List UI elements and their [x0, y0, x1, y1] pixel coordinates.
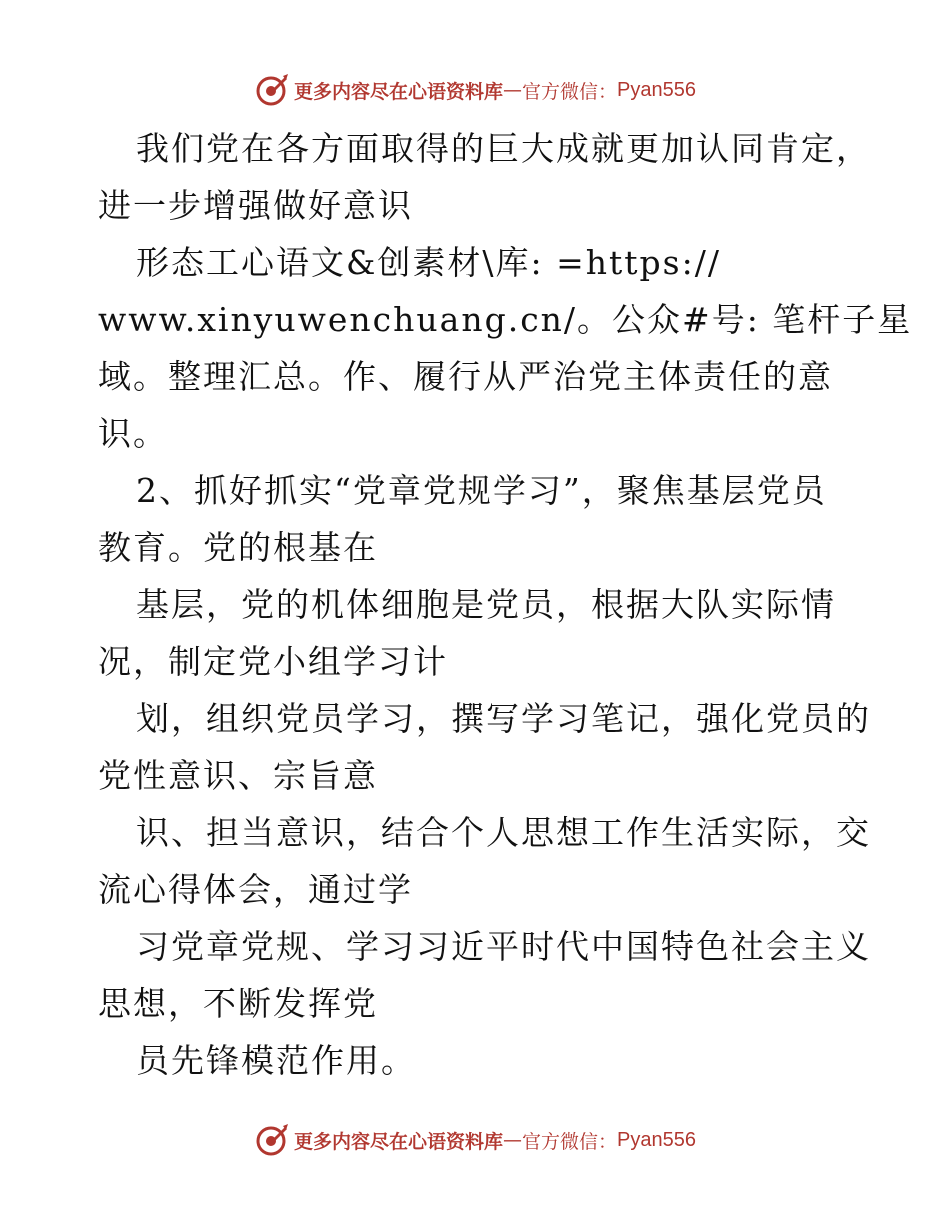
document-body	[98, 120, 913, 1089]
text-line: www.xinyuwenchuang.cn/。公众#号: 笔杆子星	[98, 300, 913, 339]
wechat-label: 官方微信：	[522, 1130, 618, 1153]
text-line: 况，制定党小组学习计	[98, 642, 448, 681]
wechat-id: Pyan556	[617, 1128, 696, 1151]
brand-text: 更多内容尽在心语资料库	[294, 1130, 504, 1153]
wechat-id: Pyan556	[617, 78, 696, 101]
text-line: 党性意识、宗旨意	[98, 756, 378, 795]
banner-separator: —	[503, 1129, 523, 1151]
text-line: 识、担当意识，结合个人思想工作生活实际，交	[136, 813, 871, 852]
text-line: 形态工心语文&创素材\库: =https://	[136, 243, 721, 282]
brand-text: 更多内容尽在心语资料库	[294, 80, 504, 103]
text-line: 思想，不断发挥党	[98, 984, 378, 1023]
text-line: 进一步增强做好意识	[98, 186, 413, 225]
text-line: 划，组织党员学习，撰写学习笔记，强化党员的	[136, 699, 871, 738]
text-line: 教育。党的根基在	[98, 528, 378, 567]
text-line: 2、抓好抓实“党章党规学习”，聚焦基层党员	[136, 471, 827, 510]
text-line: 域。整理汇总。作、履行从严治党主体责任的意	[98, 357, 833, 396]
text-line: 员先锋模范作用。	[136, 1041, 416, 1080]
wechat-label: 官方微信：	[522, 80, 618, 103]
footer-banner	[0, 1120, 950, 1160]
quill-pen-circle-icon	[254, 72, 290, 108]
text-line: 流心得体会，通过学	[98, 870, 413, 909]
banner-separator: —	[503, 79, 523, 101]
text-line: 识。	[98, 414, 168, 453]
quill-pen-circle-icon	[254, 1122, 290, 1158]
text-line: 我们党在各方面取得的巨大成就更加认同肯定，	[136, 129, 871, 168]
header-banner	[0, 70, 950, 110]
text-line: 基层，党的机体细胞是党员，根据大队实际情	[136, 585, 836, 624]
text-line: 习党章党规、学习习近平时代中国特色社会主义	[136, 927, 871, 966]
